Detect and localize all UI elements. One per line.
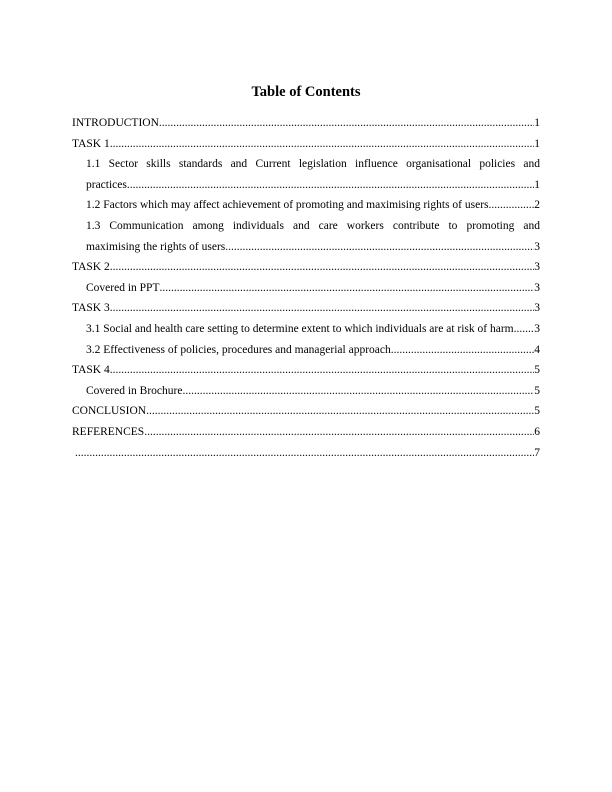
- dot-leader: [110, 298, 535, 319]
- toc-entry-1-3[interactable]: [72, 216, 540, 257]
- toc-entry-introduction[interactable]: [72, 113, 540, 134]
- toc-entry-text: 3.1 Social and health care setting to determine extent to which individuals are at risk of harm: [86, 322, 514, 335]
- toc-entry-covered-in-ppt[interactable]: [72, 278, 540, 299]
- toc-entry-1-1[interactable]: [72, 154, 540, 195]
- toc-entry-text-line-1: [86, 154, 540, 175]
- toc-entry-3-2[interactable]: [72, 340, 540, 361]
- word: legislation: [298, 158, 347, 171]
- word: skills: [146, 158, 171, 171]
- word: and: [292, 219, 310, 232]
- toc-entry-task-4[interactable]: [72, 360, 540, 381]
- dot-leader: [146, 401, 534, 422]
- word: and: [230, 158, 248, 171]
- word: standards: [178, 158, 223, 171]
- toc-entry-text: Covered in PPT: [86, 281, 160, 294]
- toc-entry-text: REFERENCES: [72, 425, 145, 438]
- toc-entry-text: TASK 2: [72, 261, 110, 274]
- dot-leader: [75, 443, 534, 464]
- toc-entry-conclusion[interactable]: [72, 401, 540, 422]
- dot-leader: [159, 278, 534, 299]
- toc-page-number: 4: [534, 343, 540, 356]
- toc-entry-text-line-1: [86, 216, 540, 237]
- dot-leader: [110, 360, 535, 381]
- word: organisational: [406, 158, 472, 171]
- toc-page-number: 7: [534, 446, 540, 459]
- word: influence: [355, 158, 398, 171]
- toc-page-number: 5: [534, 384, 540, 397]
- word: promoting: [466, 219, 515, 232]
- toc-entry-1-2[interactable]: [72, 195, 540, 216]
- dot-leader: [110, 257, 535, 278]
- table-of-contents: [72, 113, 540, 463]
- toc-entry-untitled[interactable]: [72, 443, 540, 464]
- word: care: [318, 219, 338, 232]
- toc-page-number: 5: [534, 405, 540, 418]
- dot-leader: [127, 175, 534, 196]
- toc-entry-text: Covered in Brochure: [86, 384, 183, 397]
- toc-page-number: 3: [534, 261, 540, 274]
- toc-entry-text: TASK 4: [72, 364, 110, 377]
- toc-page-number: 2: [534, 199, 540, 212]
- word: contribute: [392, 219, 440, 232]
- toc-entry-text: TASK 3: [72, 302, 110, 315]
- toc-page-number: 5: [534, 364, 540, 377]
- word: policies: [479, 158, 516, 171]
- toc-entry-covered-in-brochure[interactable]: [72, 381, 540, 402]
- toc-entry-3-1[interactable]: [72, 319, 540, 340]
- toc-entry-references[interactable]: [72, 422, 540, 443]
- word: 1.3: [86, 219, 101, 232]
- dot-leader: [182, 381, 534, 402]
- dot-leader: [159, 113, 534, 134]
- toc-entry-text: INTRODUCTION: [72, 117, 159, 129]
- toc-page-number: 3: [534, 240, 540, 253]
- toc-page-number: 3: [534, 281, 540, 294]
- toc-title: Table of Contents: [251, 84, 361, 100]
- toc-entry-text: TASK 1: [72, 137, 110, 150]
- dot-leader: [110, 134, 535, 155]
- toc-page-number: 1: [534, 117, 540, 129]
- dot-leader: [514, 319, 535, 340]
- toc-entry-task-3[interactable]: [72, 298, 540, 319]
- word: individuals: [232, 219, 284, 232]
- toc-entry-text: 3.2 Effectiveness of policies, procedures and managerial approach: [86, 343, 391, 356]
- word: 1.1: [86, 158, 101, 171]
- toc-page-number: 3: [534, 302, 540, 315]
- word: Communication: [109, 219, 184, 232]
- toc-page-number: 1: [534, 178, 540, 191]
- toc-entry-text-line-2: practices: [86, 178, 127, 191]
- toc-page-number: 1: [534, 137, 540, 150]
- word: and: [523, 219, 540, 232]
- toc-entry-task-2[interactable]: [72, 257, 540, 278]
- word: and: [523, 158, 540, 171]
- word: workers: [346, 219, 384, 232]
- dot-leader: [391, 340, 535, 361]
- word: Sector: [108, 158, 139, 171]
- toc-page-number: 3: [534, 322, 540, 335]
- toc-entry-text-line-2: maximising the rights of users: [86, 240, 226, 253]
- word: Current: [255, 158, 291, 171]
- toc-entry-text: CONCLUSION: [72, 405, 147, 418]
- dot-leader: [225, 237, 534, 258]
- dot-leader: [144, 422, 534, 443]
- toc-entry-task-1[interactable]: [72, 134, 540, 155]
- word: among: [192, 219, 224, 232]
- toc-entry-text: 1.2 Factors which may affect achievement of promoting and maximising rights of users: [86, 199, 489, 212]
- dot-leader: [489, 195, 535, 216]
- word: to: [448, 219, 458, 232]
- toc-page-number: 6: [534, 425, 540, 438]
